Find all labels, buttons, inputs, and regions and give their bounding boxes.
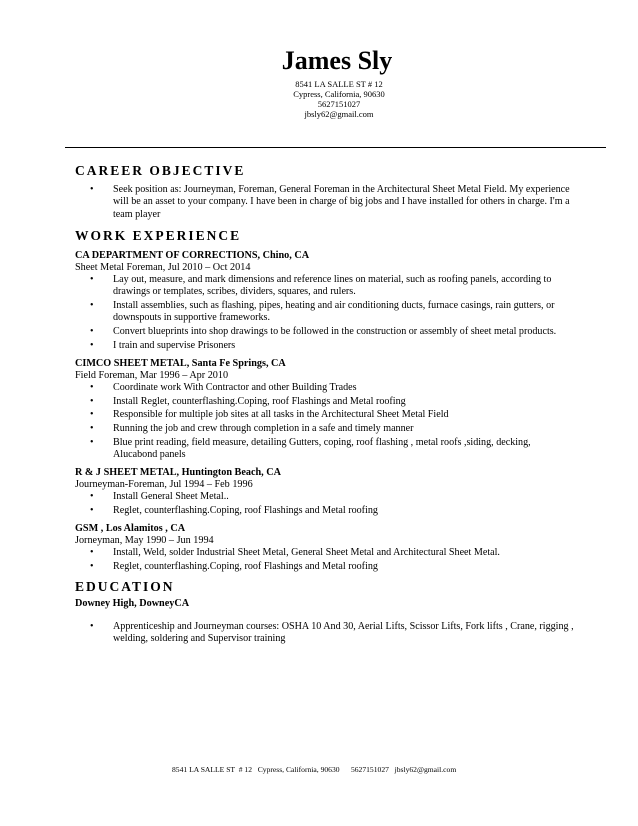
list-item-text: Reglet, counterflashing.Coping, roof Flashings and Metal roofing (113, 560, 378, 572)
job-entry (75, 523, 575, 573)
list-item-text: Responsible for multiple job sites at all tasks in the Architectural Sheet Metal Field (113, 409, 449, 421)
list-item (75, 547, 575, 559)
applicant-name: James Sly (281, 46, 393, 75)
contact-address: 8541 LA SALLE ST # 12 (295, 79, 383, 89)
section-title-education: EDUCATION (75, 578, 175, 594)
list-item-text: Lay out, measure, and mark dimensions and reference lines on material, such as roofing panels, according to drawings or templates, scribes, dividers, squares, and rulers. (113, 274, 552, 298)
job-company: CA DEPARTMENT OF CORRECTIONS, Chino, CA (75, 250, 310, 262)
education-school: Downey High, DowneyCA (75, 597, 190, 609)
list-item-text: Running the job and crew through completion in a safe and timely manner (113, 423, 414, 435)
bullet-icon: • (90, 504, 94, 516)
list-item (75, 505, 575, 517)
list-item-text: Convert blueprints into shop drawings to be followed in the construction or assembly of sheet metal products. (113, 326, 557, 338)
list-item (75, 423, 575, 435)
bullet-icon: • (90, 184, 94, 195)
job-role: Sheet Metal Foreman, Jul 2010 – Oct 2014 (75, 262, 251, 274)
list-item-text: I train and supervise Prisoners (113, 339, 236, 351)
section-title-objective: CAREER OBJECTIVE (75, 163, 246, 178)
contact-phone: 5627151027 (317, 99, 361, 109)
objective-list (75, 184, 575, 221)
education-list (75, 621, 575, 645)
bullet-icon: • (90, 409, 94, 421)
page-footer: 8541 LA SALLE ST # 12 Cypress, California, 90630 5627151027 jbsly62@gmail.com (172, 765, 457, 774)
job-entry (75, 467, 575, 517)
bullet-icon: • (90, 300, 94, 312)
bullet-icon: • (90, 274, 94, 286)
list-item (75, 300, 575, 324)
bullet-icon: • (90, 395, 94, 407)
job-role: Journeyman-Foreman, Jul 1994 – Feb 1996 (75, 479, 253, 491)
list-item-text: Reglet, counterflashing.Coping, roof Flashings and Metal roofing (113, 504, 378, 516)
contact-block (40, 79, 638, 119)
list-item-text: Coordinate work With Contractor and other Building Trades (113, 381, 357, 393)
list-item (75, 621, 575, 645)
list-item-text: Install assemblies, such as flashing, pipes, heating and air conditioning ducts, furnace casings, rain gutters, or downspouts in supportive frameworks. (113, 300, 555, 324)
contact-city: Cypress, California, 90630 (293, 89, 385, 99)
section-title-experience: WORK EXPERIENCE (75, 228, 242, 244)
list-item (75, 437, 575, 461)
resume-body (75, 163, 575, 647)
list-item (75, 184, 575, 221)
job-duties (75, 491, 575, 517)
list-item-text: Blue print reading, field measure, detailing Gutters, coping, roof flashing , metal roofs ,siding, decking, Alucabond panels (113, 436, 531, 460)
job-role: Jorneyman, May 1990 – Jun 1994 (75, 535, 214, 547)
job-company: GSM , Los Alamitos , CA (75, 523, 186, 535)
list-item-text: Install General Sheet Metal.. (113, 491, 229, 503)
bullet-icon: • (90, 436, 94, 448)
job-entry (75, 358, 575, 461)
list-item (75, 396, 575, 408)
job-entry (75, 250, 575, 352)
list-item (75, 409, 575, 421)
bullet-icon: • (90, 423, 94, 435)
list-item (75, 326, 575, 338)
job-company: R & J SHEET METAL, Huntington Beach, CA (75, 467, 281, 479)
list-item (75, 382, 575, 394)
job-role: Field Foreman, Mar 1996 – Apr 2010 (75, 369, 229, 381)
job-duties (75, 382, 575, 461)
header-divider (65, 147, 606, 148)
bullet-icon: • (90, 547, 94, 559)
job-duties (75, 274, 575, 352)
list-item (75, 274, 575, 298)
bullet-icon: • (90, 326, 94, 338)
list-item (75, 340, 575, 352)
list-item (75, 561, 575, 573)
job-duties (75, 547, 575, 573)
list-item (75, 491, 575, 503)
bullet-icon: • (90, 381, 94, 393)
contact-email: jbsly62@gmail.com (304, 109, 374, 119)
list-item-text: Install, Weld, solder Industrial Sheet Metal, General Sheet Metal and Architectural Sheet Metal. (113, 547, 500, 559)
bullet-icon: • (90, 560, 94, 572)
list-item-text: Install Reglet, counterflashing.Coping, roof Flashings and Metal roofing (113, 395, 406, 407)
list-item-text: Seek position as: Journeyman, Foreman, General Foreman in the Architectural Sheet Metal Field. My experience will be an asset to your company. I have been in charge of big jobs and I have installed for others in charge. I'm a team player (113, 184, 570, 220)
bullet-icon: • (90, 339, 94, 351)
bullet-icon: • (90, 491, 94, 503)
bullet-icon: • (90, 620, 94, 632)
list-item-text: Apprenticeship and Journeyman courses: OSHA 10 And 30, Aerial Lifts, Scissor Lifts, Fork lifts , Crane, rigging , welding, soldering and Supervisor training (113, 620, 574, 645)
job-company: CIMCO SHEET METAL, Santa Fe Springs, CA (75, 357, 286, 369)
